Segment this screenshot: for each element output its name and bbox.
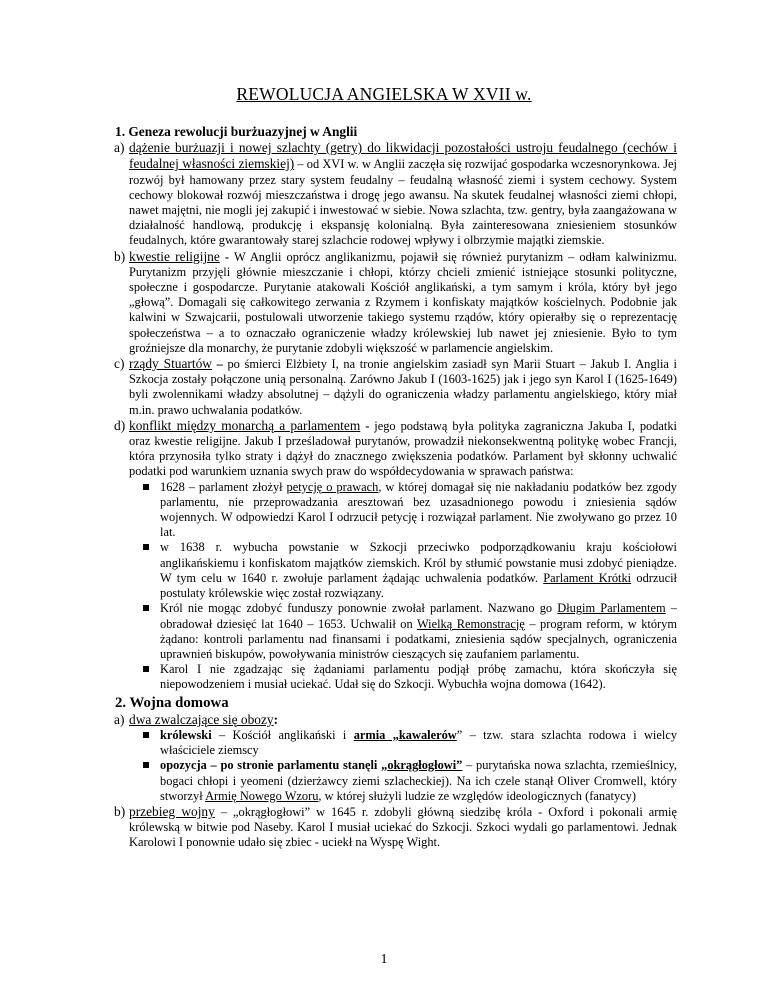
list-item-bold: opozycja [160,758,207,773]
section-1d-text: jego podstawą była polityka zagraniczna Jakuba I, podatki oraz kwestie religijne. Jakub I prześladował purytanów, prowadził niekonsekwentną politykę wobec Francji, która przynosiła tylko straty i dążył do znacznego zwiększenia podatków. Parlament był skłonny uchwalić podatki pod warunkiem uznania swych praw do współdecydowania w sprawach państwa: [129,418,677,479]
page-number: 1 [380,952,388,967]
section-2b-paragraph [115,804,677,851]
marker-2a: a) [114,711,125,727]
list-item-text: – program reform, w którym żądano: kontroli parlamentu nad finansami i podatkami, zniesienia sądów specjalnych, ograniczenia uprawnień biskupów, powoływania ministrów cieszących się zaufaniem parlamentu. [160,616,677,661]
section-2b-text: – „okrągłogłowi” w 1645 r. zdobyli główną siedzibę króla - Oxford i pokonali armię królewską w bitwie pod Naseby. Karol I musiał uciekać do Szkocji. Szkoci wydali go parlamentowi. Jednak Karolowi I ponownie udało się zbiec - uciekł na Wyspę Wight. [129,804,677,850]
list-item-text: w 1638 r. wybucha powstanie w Szkocji przeciwko podporządkowaniu kraju kościołowi anglikańskiemu i konfiskatom majątków ziemskich. Król by stłumić powstanie musi zdobyć pieniądze. W tym celu w 1640 r. zwołuje parlament żądając uchwalenia podatków. [160,540,677,585]
list-item [143,728,677,758]
square-bullet-icon [143,484,149,490]
page-title: REWOLUCJA ANGIELSKA W XVII w. [236,84,532,104]
square-bullet-icon [143,605,149,611]
section-2a-colon: : [273,711,279,727]
section-1b-heading: kwestie religijne [129,248,220,264]
section-1b [115,249,677,356]
list-item-bold-underlined: armia „kawalerów [353,727,457,742]
list-item-text: Karol I nie zgadzając się żądaniami parlamentu podjął próbę zamachu, która skończyła się niepowodzeniem i musiał uciekać. Udał się do Szkocji. Wybuchła wojna domowa (1642). [160,662,677,692]
list-item-bold: królewski [160,727,212,742]
list-item-text: odrzucił postulaty królewskie więc został rozwiązany. [160,570,678,601]
section-1a-heading: dążenie burżuazji i nowej szlachty (getry) do likwidacji pozostałości ustroju feudalnego (cechów i feudalnej własności ziemskiej) [129,140,677,172]
document-body [115,124,677,851]
marker-1b: b) [114,248,126,264]
list-item-bold-underlined: okrągłogłowi” [387,758,463,773]
square-bullet-icon [143,732,149,738]
section-1b-text: W Anglii oprócz anglikanizmu, pojawił się również purytanizm – odłam kalwinizmu. Purytanizm przyjęli głównie mieszczanie i chłopi, którzy chcieli zmienić istniejące stosunki polityczne, społeczne i gospodarcze. Purytanie atakowali Kościół anglikański, a tym samym i króla, który był jego „głową”. Domagali się całkowitego zerwania z Rzymem i konfiskaty majątków kościelnych. Podobnie jak kalwini w Szwajcarii, postulowali utworzenie takiego systemu rządów, który opierałby się o reprezentację społeczeństwa – a to oznaczało ograniczenie władzy królewskiej lub nawet jej zniesienie. Było to tym groźniejsze dla monarchy, że purytanie zdobyli większość w parlamencie angielskim. [129,249,677,355]
section-2a-bullets [115,728,677,804]
square-bullet-icon [143,544,149,550]
section-2a [115,712,677,804]
list-item-text: , w której służyli ludzie ze względów ideologicznych (fanatycy) [318,788,636,803]
section-2a-paragraph [115,712,677,728]
section-1c [115,356,677,418]
section-1d-bullets [115,480,677,693]
marker-1a: a) [114,140,125,156]
marker-1d: d) [114,417,126,433]
section-1a [115,140,677,248]
list-item-text: – obradował dziesięć lat 1640 – 1653. Uchwalił on [160,601,677,631]
square-bullet-icon [143,762,149,768]
list-item-text: ” – tzw. stara szlachta rodowa i wielcy właściciele ziemscy [160,727,678,758]
list-item [143,540,677,601]
section-2a-heading: dwa zwalczające się obozy [129,711,274,727]
list-item-underlined: Armię Nowego Wzoru [205,788,319,803]
list-item-underlined: Parlament Krótki [543,570,632,585]
list-item [143,662,677,692]
section-1a-text: – od XVI w. w Anglii zaczęła się rozwijać gospodarka wczesnorynkowa. Jej rozwój był hamowany przez stary system feudalny – feudalną własność ziemi i system cechowy. System cechowy blokował rozwój mieszczaństwa i drogę jego awansu. Na skutek feudalnej własności ziemi chłopi, nawet majętni, nie mogli jej zakupić i inwestować w siebie. Nowa szlachta, tzw. gentry, była zaangażowana w działalność handlową, produkcję i ekspansję kolonialną. Była zainteresowana zniesieniem stosunków feudalnych, które gwarantowały starej szlachcie rodowej wpływy i olbrzymie majątki ziemskie. [129,157,677,248]
section-1c-text: po śmierci Elżbiety I, na tronie angielskim zasiadł syn Marii Stuart – Jakub I. Anglia i Szkocja zostały połączone unią personalną. Zarówno Jakub I (1603-1625) jak i jego syn Karol I (1625-1649) byli zwolennikami władzy absolutnej – dążyli do ograniczenia władzy parlamentu angielskiego, który miał m.in. prawo uchwalania podatków. [129,357,677,417]
section-1-heading: 1. Geneza rewolucji burżuazyjnej w Anglii [115,124,358,139]
section-1d-dash: - [360,418,375,433]
section-1a-paragraph [115,140,677,248]
section-1c-dash: – [211,357,228,372]
list-item-underlined: petycję o prawach [286,479,379,494]
list-item-underlined: Wielką Remonstrację [416,616,525,631]
section-2b-heading: przebieg wojny [129,803,215,819]
section-1d [115,418,677,693]
list-item-text: Król nie mogąc zdobyć funduszy ponownie zwołał parlament. Nazwano go [160,601,558,616]
list-item-text: , w której domagał się nie nakładaniu podatków bez zgody parlamentu, nie przeprowadzania aresztowań bez uzasadnionego powodu i zniesienia sądów wojennych. W odpowiedzi Karol I odrzucił petycję i rozwiązał parlament. Nie zwoływano go przez 10 lat. [160,479,677,540]
marker-1c: c) [114,356,125,372]
list-item-text: – purytańska nowa szlachta, rzemieślnicy, bogaci chłopi i yeomeni (dzierżawcy ziemi szlacheckiej). Na ich czele stanął Oliver Cromwell, który stworzył [160,758,678,803]
marker-2b: b) [114,803,126,819]
list-item [143,758,677,804]
section-1d-heading: konflikt między monarchą a parlamentem [129,417,361,433]
section-1d-paragraph [115,418,677,480]
list-item [143,480,677,541]
section-1b-dash: - [219,249,234,264]
section-1c-heading: rządy Stuartów [129,356,212,372]
section-2-heading: 2. Wojna domowa [115,694,229,711]
list-item [143,601,677,662]
list-item-text: – po stronie parlamentu stanęli „ [206,758,388,773]
list-item-text: – Kościół anglikański i [211,727,354,742]
section-2b [115,804,677,851]
section-1c-paragraph [115,356,677,418]
section-1b-paragraph [115,249,677,356]
list-item-underlined: Długim Parlamentem [557,601,666,616]
square-bullet-icon [143,666,149,672]
list-item-text: 1628 – parlament złożył [160,479,287,494]
